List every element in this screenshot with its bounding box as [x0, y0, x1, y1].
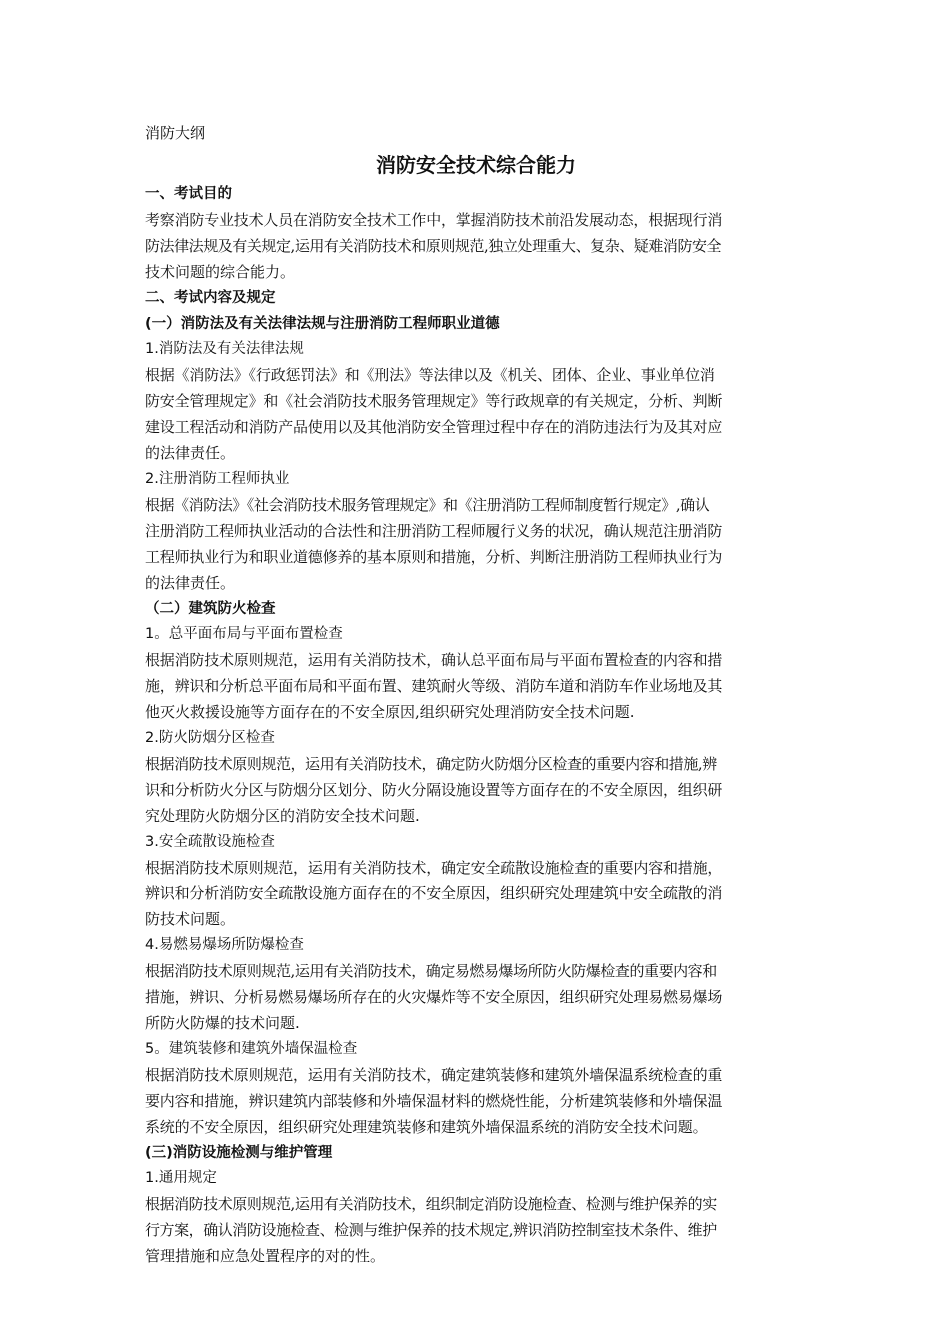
paragraph-line: 施，辨识和分析总平面布局和平面布置、建筑耐火等级、消防车道和消防车作业场地及其 — [145, 677, 723, 696]
paragraph-line: 根据消防技术原则规范,运用有关消防技术，确定易燃易爆场所防火防爆检查的重要内容和 — [145, 962, 717, 981]
paragraph-line: 技术问题的综合能力。 — [145, 262, 296, 281]
paragraph-line: 注册消防工程师执业活动的合法性和注册消防工程师履行义务的状况，确认规范注册消防 — [145, 521, 723, 540]
paragraph-line: 辨识和分析消防安全疏散设施方面存在的不安全原因，组织研究处理建筑中安全疏散的消 — [145, 884, 723, 903]
paragraph-line: 防技术问题。 — [145, 910, 236, 929]
paragraph-line: 他灭火救援设施等方面存在的不安全原因,组织研究处理消防安全技术问题. — [145, 703, 635, 722]
paragraph-line: 措施，辨识、分析易燃易爆场所存在的火灾爆炸等不安全原因，组织研究处理易燃易爆场 — [145, 988, 723, 1007]
paragraph-line: 系统的不安全原因，组织研究处理建筑装修和建筑外墙保温系统的消防安全技术问题。 — [145, 1117, 708, 1136]
subsection-heading: (三)消防设施检测与维护管理 — [145, 1144, 333, 1161]
paragraph-line: 根据消防技术原则规范，运用有关消防技术，确定防火防烟分区检查的重要内容和措施,辨 — [145, 754, 717, 773]
section-heading: 一、考试目的 — [145, 186, 232, 202]
item-heading: 1。总平面布局与平面布置检查 — [145, 626, 343, 643]
paragraph-line: 的法律责任。 — [145, 573, 236, 592]
item-heading: 2.防火防烟分区检查 — [145, 730, 275, 747]
paragraph-line: 考察消防专业技术人员在消防安全技术工作中，掌握消防技术前沿发展动态，根据现行消 — [145, 210, 723, 229]
paragraph-line: 究处理防火防烟分区的消防安全技术问题. — [145, 806, 420, 825]
paragraph-line: 的法律责任。 — [145, 444, 236, 463]
paragraph-line: 识和分析防火分区与防烟分区划分、防火分隔设施设置等方面存在的不安全原因，组织研 — [145, 780, 723, 799]
paragraph-line: 所防火防爆的技术问题. — [145, 1014, 300, 1032]
item-heading: 5。建筑装修和建筑外墙保温检查 — [145, 1040, 358, 1057]
paragraph-line: 根据《消防法》《行政惩罚法》和《刑法》等法律以及《机关、团体、企业、事业单位消 — [145, 366, 715, 385]
paragraph-line: 根据消防技术原则规范,运用有关消防技术，组织制定消防设施检查、检测与维护保养的实 — [145, 1195, 717, 1214]
item-heading: 3.安全疏散设施检查 — [145, 833, 275, 850]
paragraph-line: 根据消防技术原则规范，运用有关消防技术，确认总平面布局与平面布置检查的内容和措 — [145, 651, 723, 670]
paragraph-line: 根据消防技术原则规范，运用有关消防技术，确定建筑装修和建筑外墙保温系统检查的重 — [145, 1065, 723, 1084]
paragraph-line: 根据《消防法》《社会消防技术服务管理规定》和《注册消防工程师制度暂行规定》,确认 — [145, 495, 710, 514]
paragraph-line: 建设工程活动和消防产品使用以及其他消防安全管理过程中存在的消防违法行为及其对应 — [145, 418, 723, 437]
item-heading: 4.易燃易爆场所防爆检查 — [145, 937, 304, 954]
paragraph-line: 防安全管理规定》和《社会消防技术服务管理规定》等行政规章的有关规定，分析、判断 — [145, 392, 723, 411]
item-heading: 2.注册消防工程师执业 — [145, 470, 290, 487]
document-page — [145, 121, 807, 1270]
section-heading: 二、考试内容及规定 — [145, 289, 276, 306]
paragraph-line: 行方案，确认消防设施检查、检测与维护保养的技术规定,辨识消防控制室技术条件、维护 — [145, 1221, 717, 1240]
document-label: 消防大纲 — [145, 124, 206, 142]
paragraph-line: 工程师执业行为和职业道德修养的基本原则和措施，分析、判断注册消防工程师执业行为 — [145, 547, 723, 566]
subsection-heading: (一）消防法及有关法律法规与注册消防工程师职业道德 — [145, 315, 500, 332]
paragraph-line: 要内容和措施，辨识建筑内部装修和外墙保温材料的燃烧性能，分析建筑装修和外墙保温 — [145, 1091, 723, 1110]
item-heading: 1.通用规定 — [145, 1170, 217, 1187]
paragraph-line: 根据消防技术原则规范，运用有关消防技术，确定安全疏散设施检查的重要内容和措施， — [145, 858, 723, 877]
subsection-heading: （二）建筑防火检查 — [145, 600, 276, 617]
document-title: 消防安全技术综合能力 — [376, 153, 576, 177]
paragraph-line: 管理措施和应急处置程序的对的性。 — [145, 1247, 386, 1266]
paragraph-line: 防法律法规及有关规定,运用有关消防技术和原则规范,独立处理重大、复杂、疑难消防安全 — [145, 236, 722, 255]
item-heading: 1.消防法及有关法律法规 — [145, 341, 304, 358]
